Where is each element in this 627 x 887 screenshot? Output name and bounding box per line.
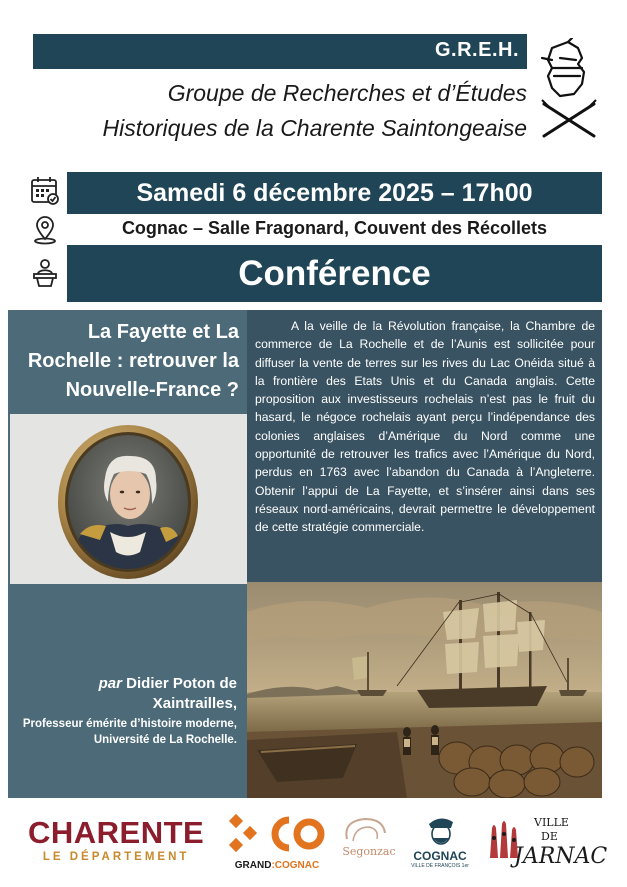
abstract-box	[247, 310, 602, 582]
event-date-bar: Samedi 6 décembre 2025 – 17h00	[67, 172, 602, 214]
talk-title-box	[10, 310, 247, 414]
jarnac-ville-word: VILLE	[534, 816, 569, 829]
grand-cognac-logo	[227, 810, 327, 871]
abstract-paragraph: A la veille de la Révolution française, la Chambre de commerce de La Rochelle et de l’Aunis est sollicitée pour diffuser la vente de terres sur les rives du Lac Onéida situé à la frontière des Etats Unis et du Canada anglais. Cette proposition aux investisseurs rochelais n’est pas le fruit du hasard, le négoce rochelais ayant perçu l’indépendance des colonies anglaises d’Amérique du Nord comme une opportunité de retrouver les trafics avec l’Amérique du Nord, perdus en 1763 avec l’abandon du Canada à l’Angleterre. Obtenir l’appui de La Fayette, et s’insérer ainsi dans ses réseaux nord-américains, devrait permettre le développement de cette stratégie commerciale.	[255, 319, 595, 535]
speaker-info	[12, 674, 237, 748]
knight-helmet-icon	[538, 38, 600, 138]
speaker-name: Didier Poton de Xaintrailles,	[126, 675, 237, 712]
org-name-line2: Historiques de la Charente Saintongeaise	[102, 115, 527, 141]
segonzac-swirl-icon	[333, 813, 405, 847]
charente-departement-logo	[28, 817, 204, 863]
header-bar	[33, 34, 527, 69]
harbor-painting-image	[247, 582, 602, 798]
talk-title: La Fayette et La Rochelle : retrouver la Nouvelle-France ?	[27, 321, 239, 401]
talk-abstract	[255, 317, 595, 537]
harbor-painting-box	[247, 582, 602, 798]
location-pin-icon	[30, 215, 60, 245]
portrait-box	[10, 414, 247, 584]
event-type-bar: Conférence	[67, 245, 602, 302]
speaker-role: Professeur émérite d’histoire moderne, Université de La Rochelle.	[22, 718, 237, 746]
lafayette-portrait-image	[10, 414, 247, 584]
org-acronym: G.R.E.H.	[434, 39, 519, 61]
grand-cognac-word-a: GRAND	[234, 860, 272, 871]
calendar-icon	[30, 176, 60, 206]
jarnac-ville-logo	[484, 812, 608, 874]
jarnac-de-word: DE	[541, 830, 558, 843]
cognac-ville-logo	[405, 812, 475, 872]
speaker-podium-icon	[30, 258, 60, 288]
jarnac-wordmark: JARNAC	[514, 844, 608, 869]
speaker-prefix: par	[98, 675, 122, 692]
grand-cognac-mark-icon	[227, 810, 327, 858]
org-name-line1: Groupe de Recherches et d’Études	[167, 80, 527, 106]
cognac-wordmark: COGNAC	[413, 849, 467, 863]
charente-wordmark: CHARENTE	[28, 815, 205, 850]
grand-cognac-wordmark	[227, 860, 327, 871]
speaker-name-line	[12, 674, 237, 714]
event-location: Cognac – Salle Fragonard, Couvent des Récollets	[121, 218, 548, 238]
segonzac-wordmark: Segonzac	[342, 845, 396, 858]
segonzac-logo	[333, 813, 405, 871]
cognac-subtitle: VILLE DE FRANÇOIS 1er	[411, 863, 469, 869]
francois-1er-portrait-icon	[405, 812, 475, 848]
grand-cognac-word-b: :COGNAC	[271, 860, 320, 871]
speaker-box	[10, 584, 247, 798]
charente-subtitle: LE DÉPARTEMENT	[42, 851, 190, 863]
